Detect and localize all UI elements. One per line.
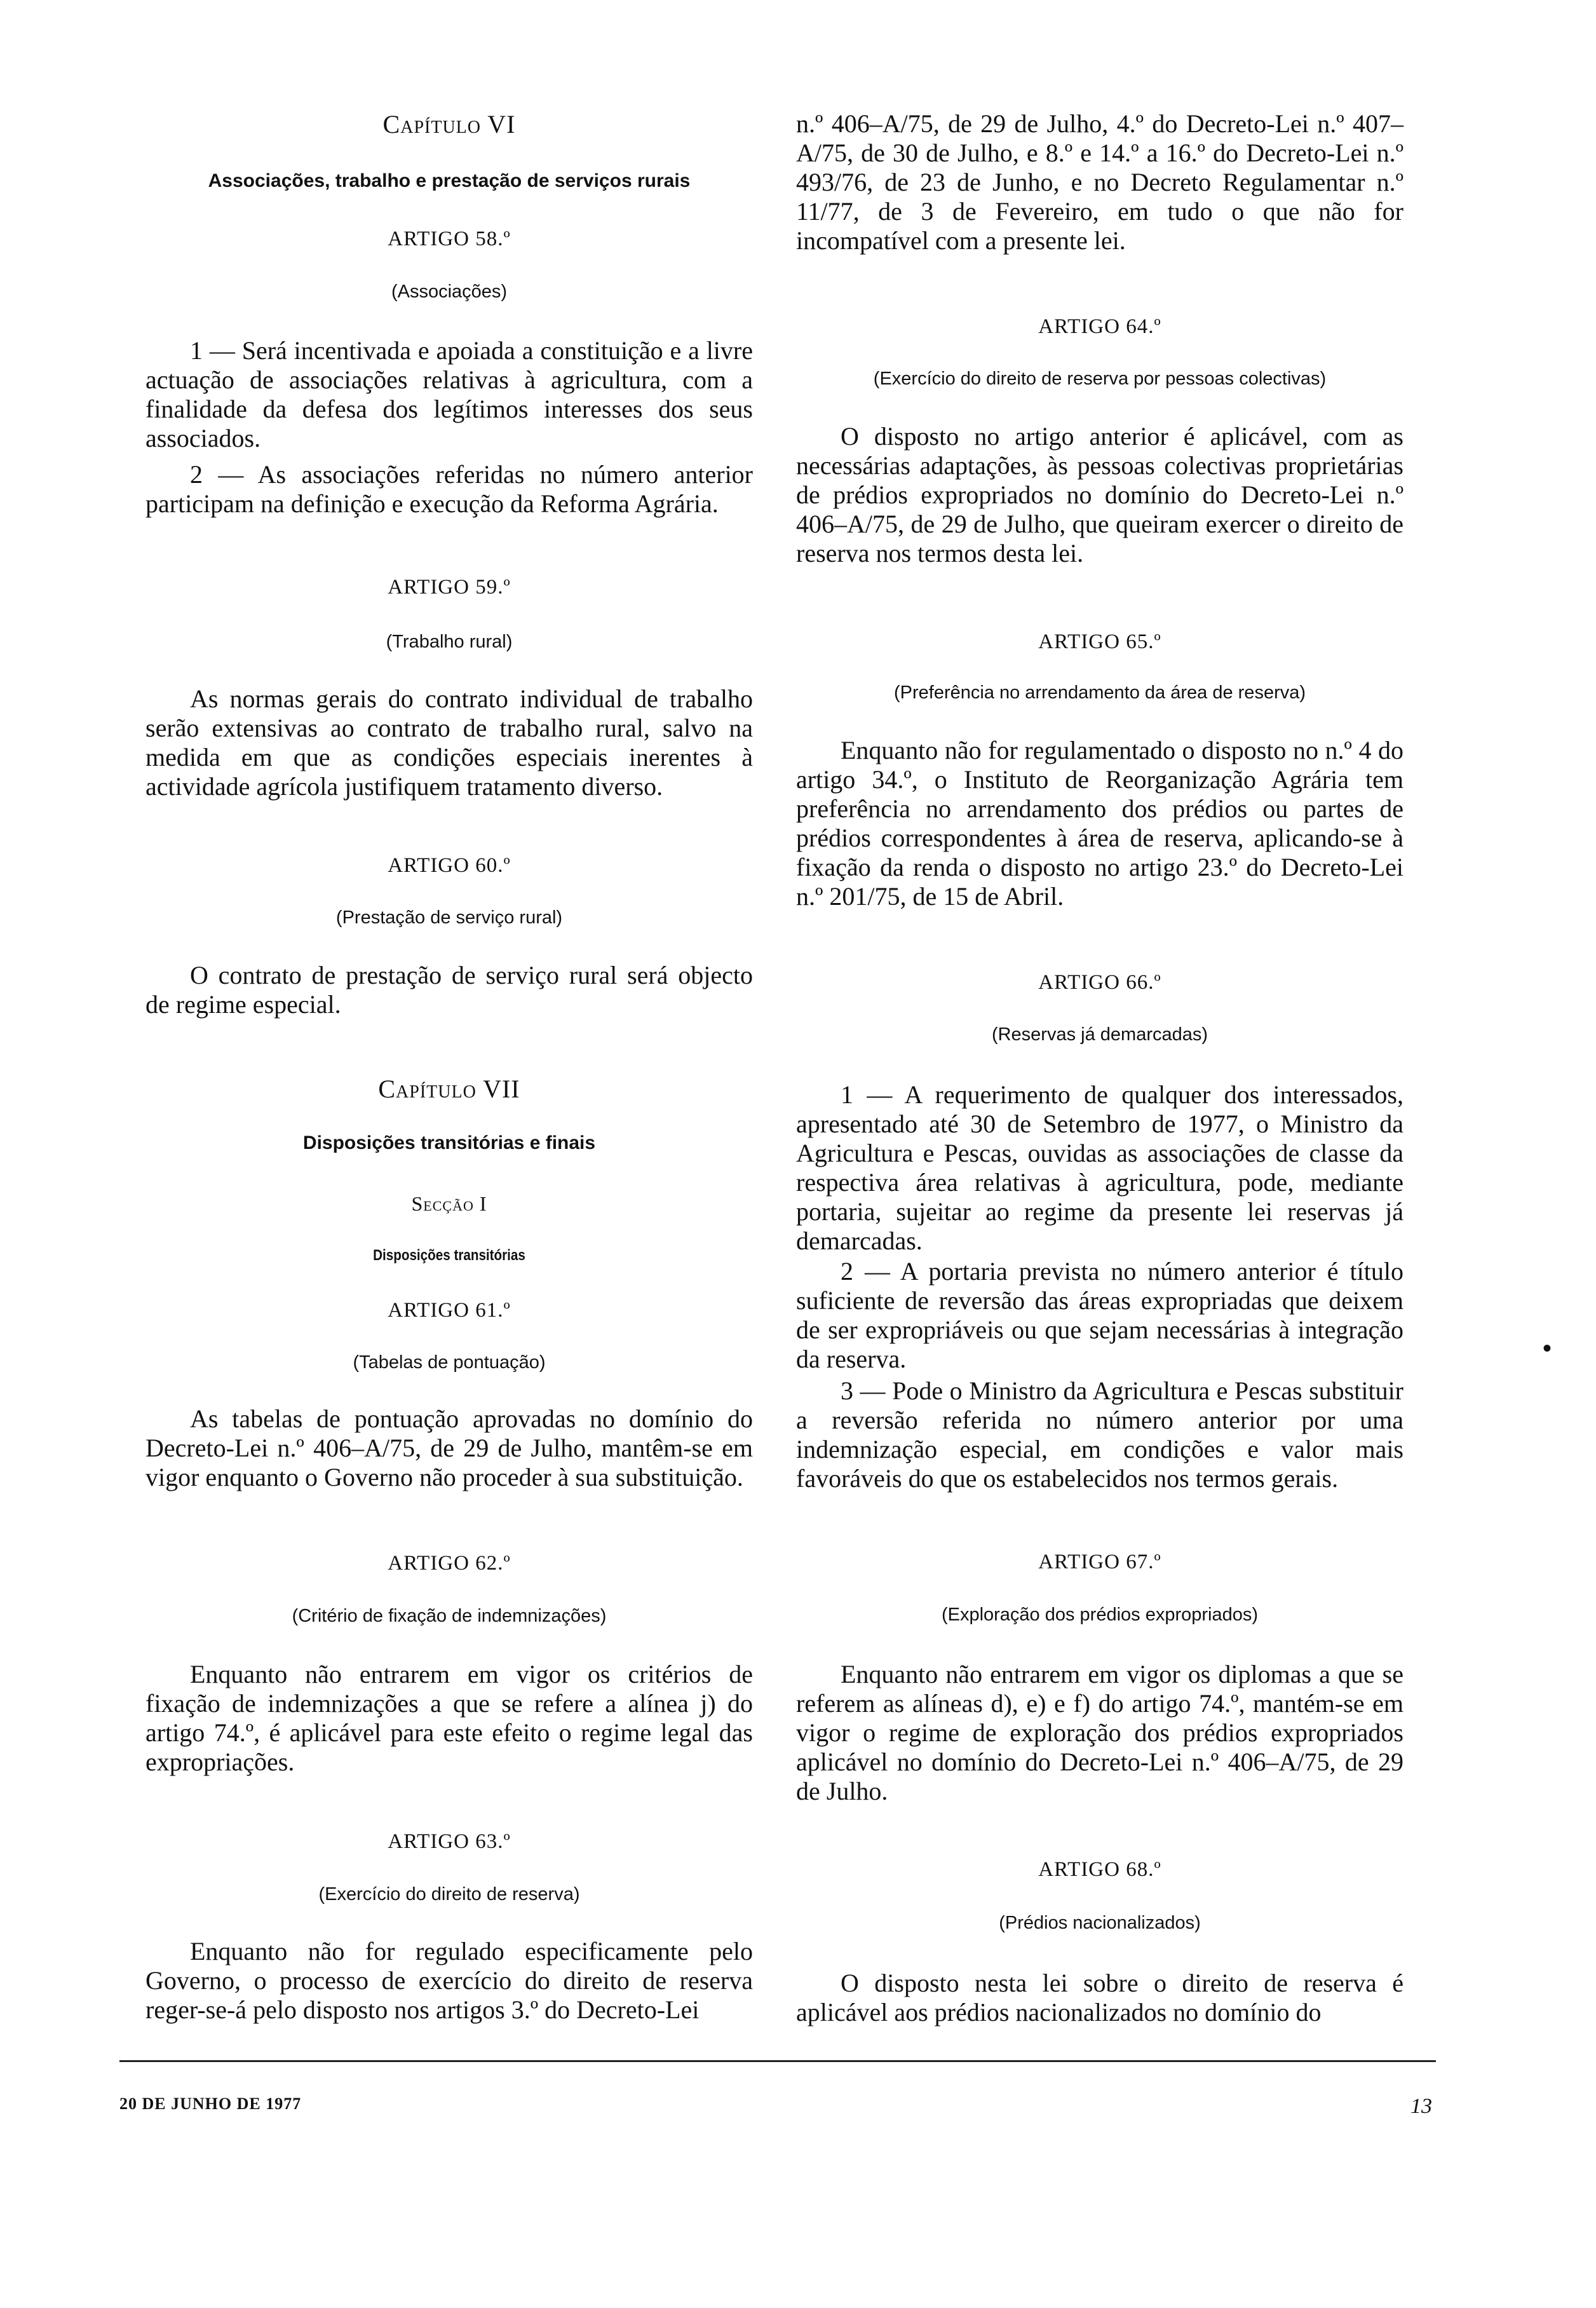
art63-title: ARTIGO 63.º <box>388 1830 511 1853</box>
art61-title: ARTIGO 61.º <box>388 1299 511 1322</box>
art66-paragraph-1: 1 — A requerimento de qualquer dos interessados, apresentado até 30 de Setembro de 1977, o Ministro da Agricultura e Pescas, ouvidas as associações de classe da respectiva área relativas à agricultura, pode, mediante portaria, sujeitar ao regime da presente lei reservas já demarcadas. <box>796 1080 1403 1255</box>
chapter-vii-heading: Capítulo VII <box>378 1075 520 1103</box>
art67-subtitle: (Exploração dos prédios expropriados) <box>941 1605 1259 1625</box>
art68-title: ARTIGO 68.º <box>1038 1858 1161 1881</box>
art58-subtitle: (Associações) <box>391 282 508 302</box>
art63-continuation: n.º 406–A/75, de 29 de Julho, 4.º do Decreto-Lei n.º 407–A/75, de 30 de Julho, e 8.º e 14.º a 16.º do Decreto-Lei n.º 493/76, de 23 de Junho, e no Decreto Regulamentar n.º 11/77, de 3 de Fevereiro, em tudo o que não for incompatível com a presente lei. <box>796 109 1403 255</box>
chapter-vii-title: Disposições transitórias e finais <box>302 1132 596 1153</box>
art67-title: ARTIGO 67.º <box>1038 1551 1161 1573</box>
art59-paragraph-1: As normas gerais do contrato individual de trabalho serão extensivas ao contrato de trabalho rural, salvo na medida em que as condições especiais inerentes à actividade agrícola justifiquem tratamento diverso. <box>145 684 753 801</box>
art62-paragraph-1: Enquanto não entrarem em vigor os critérios de fixação de indemnizações a que se refere a alínea j) do artigo 74.º, é aplicável para este efeito o regime legal das expropriações. <box>145 1660 753 1776</box>
chapter-vi-title: Associações, trabalho e prestação de serviços rurais <box>208 170 691 191</box>
art63-subtitle: (Exercício do direito de reserva) <box>318 1884 580 1904</box>
section-i-title: Disposições transitórias <box>373 1247 525 1264</box>
art65-subtitle: (Preferência no arrendamento da área de reserva) <box>893 682 1306 703</box>
art59-title: ARTIGO 59.º <box>388 576 511 599</box>
art64-paragraph-1: O disposto no artigo anterior é aplicável, com as necessárias adaptações, às pessoas colectivas proprietárias de prédios expropriados no domínio do Decreto-Lei n.º 406–A/75, de 29 de Julho, que queiram exercer o direito de reserva nos termos desta lei. <box>796 422 1403 567</box>
footer-date: 20 DE JUNHO DE 1977 <box>119 2094 302 2113</box>
art58-title: ARTIGO 58.º <box>388 227 511 250</box>
art62-subtitle: (Critério de fixação de indemnizações) <box>292 1606 607 1626</box>
chapter-vi-heading: Capítulo VI <box>382 110 516 139</box>
art68-subtitle: (Prédios nacionalizados) <box>999 1913 1201 1933</box>
art60-paragraph-1: O contrato de prestação de serviço rural será objecto de regime especial. <box>145 961 753 1019</box>
footer-rule <box>119 2060 1436 2062</box>
section-i-heading: Secção I <box>411 1192 487 1215</box>
art68-paragraph-1: O disposto nesta lei sobre o direito de reserva é aplicável aos prédios nacionalizados no domínio do <box>796 1969 1403 2026</box>
art59-subtitle: (Trabalho rural) <box>386 632 513 652</box>
page-number: 13 <box>1410 2094 1432 2118</box>
art61-paragraph-1: As tabelas de pontuação aprovadas no domínio do Decreto-Lei n.º 406–A/75, de 29 de Julho, mantêm-se em vigor enquanto o Governo não proceder à sua substituição. <box>145 1404 753 1491</box>
margin-mark: • <box>1543 1334 1552 1362</box>
art66-subtitle: (Reservas já demarcadas) <box>991 1024 1208 1045</box>
art60-subtitle: (Prestação de serviço rural) <box>335 907 563 928</box>
art66-paragraph-3: 3 — Pode o Ministro da Agricultura e Pescas substituir a reversão referida no número anterior por uma indemnização especial, em condições e valor mais favoráveis do que os estabelecidos nos termos gerais. <box>796 1376 1403 1493</box>
art58-paragraph-2: 2 — As associações referidas no número anterior participam na definição e execução da Reforma Agrária. <box>145 460 753 518</box>
art66-title: ARTIGO 66.º <box>1038 971 1161 994</box>
art64-title: ARTIGO 64.º <box>1038 315 1161 338</box>
art65-title: ARTIGO 65.º <box>1038 630 1161 653</box>
art66-paragraph-2: 2 — A portaria prevista no número anterior é título suficiente de reversão das áreas expropriadas que deixem de ser expropriáveis ou que sejam necessárias à integração da reserva. <box>796 1257 1403 1373</box>
art64-subtitle: (Exercício do direito de reserva por pessoas colectivas) <box>873 369 1327 389</box>
art60-title: ARTIGO 60.º <box>388 854 511 877</box>
art61-subtitle: (Tabelas de pontuação) <box>353 1352 546 1373</box>
art58-paragraph-1: 1 — Será incentivada e apoiada a constituição e a livre actuação de associações relativas à agricultura, com a finalidade da defesa dos legítimos interesses dos seus associados. <box>145 336 753 452</box>
art63-paragraph-1: Enquanto não for regulado especificamente pelo Governo, o processo de exercício do direito de reserva reger-se-á pelo disposto nos artigos 3.º do Decreto-Lei <box>145 1937 753 2024</box>
art65-paragraph-1: Enquanto não for regulamentado o disposto no n.º 4 do artigo 34.º, o Instituto de Reorganização Agrária tem preferência no arrendamento dos prédios ou partes de prédios correspondentes à área de reserva, aplicando-se à fixação da renda o disposto no artigo 23.º do Decreto-Lei n.º 201/75, de 15 de Abril. <box>796 736 1403 911</box>
art67-paragraph-1: Enquanto não entrarem em vigor os diplomas a que se referem as alíneas d), e) e f) do artigo 74.º, mantém-se em vigor o regime de exploração dos prédios expropriados aplicável no domínio do Decreto-Lei n.º 406–A/75, de 29 de Julho. <box>796 1660 1403 1805</box>
art62-title: ARTIGO 62.º <box>388 1552 511 1575</box>
